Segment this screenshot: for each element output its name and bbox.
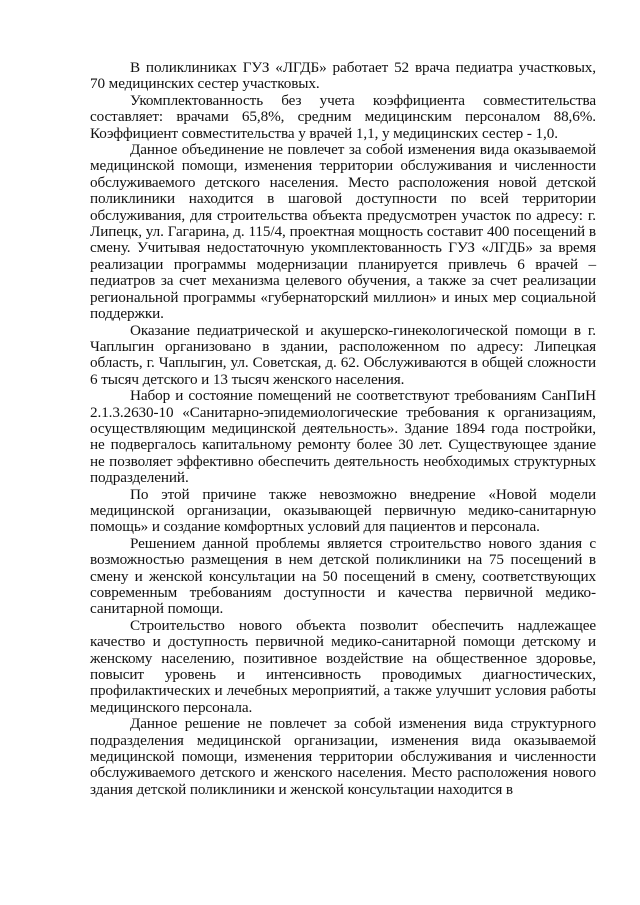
paragraph-building-condition: Набор и состояние помещений не соответствуют требованиям СанПиН 2.1.3.2630-10 «Санитарно-эпидемиологические требования к организациям, осуществляющим медицинской деятельность». Здание 1894 года постройки, не подвергалось капитальному ремонту более 30 лет. Существующее здание не позволяет эффективно обеспечить деятельность необходимых структурных подразделений. (90, 387, 596, 487)
paragraph-staffing: В поликлиниках ГУЗ «ЛГДБ» работает 52 врача педиатра участковых, 70 медицинских сестер участковых. (90, 59, 596, 93)
paragraph-new-model: По этой причине также невозможно внедрение «Новой модели медицинской организации, оказывающей первичную медико-санитарную помощь» и создание комфортных условий для пациентов и персонала. (90, 485, 596, 536)
paragraph-merger: Данное объединение не повлечет за собой изменения вида оказываемой медицинской помощи, изменения территории обслуживания и численности обслуживаемого детского населения. Место расположения новой детской поликлиники находится в шаговой доступности по всей территории обслуживания, для строительства объекта предусмотрен участок по адресу: г. Липецк, ул. Гагарина, д. 115/4, проектная мощность составит 400 посещений в смену. Учитывая недостаточную укомплектованность ГУЗ «ЛГДБ» за время реализации программы модернизации планируется привлечь 6 врачей – педиатров за счет механизма целевого обучения, а также за счет реализации региональной программы «губернаторский миллион» и иных мер социальной поддержки. (90, 141, 596, 323)
paragraph-benefits: Строительство нового объекта позволит обеспечить надлежащее качество и доступность первичной медико-санитарной помощи детскому и женскому населению, позитивное воздействие на общественное здоровье, повысит уровень и интенсивность проводимых диагностических, профилактических и лечебных мероприятий, а также улучшит условия работы медицинского персонала. (90, 616, 596, 716)
paragraph-staffing-rate: Укомплектованность без учета коэффициента совместительства составляет: врачами 65,8%, средним медицинским персоналом 88,6%. Коэффициент совместительства у врачей 1,1, у медицинских сестер - 1,0. (90, 91, 596, 142)
paragraph-chaplygin: Оказание педиатрической и акушерско-гинекологической помощи в г. Чаплыгин организовано в здании, расположенном по адресу: Липецкая область, г. Чаплыгин, ул. Советская, д. 62. Обслуживаются в общей сложности 6 тысяч детского и 13 тысяч женского населения. (90, 321, 596, 388)
paragraph-decision: Данное решение не повлечет за собой изменения вида структурного подразделения медицинской организации, изменения вида оказываемой медицинской помощи, изменения территории обслуживания и численности обслуживаемого детского и женского населения. Место расположения нового здания детской поликлиники и женской консультации находится в (90, 715, 596, 798)
paragraph-solution: Решением данной проблемы является строительство нового здания с возможностью размещения в нем детской поликлиники на 75 посещений в смену и женской консультации на 50 посещений в смену, соответствующих современным требованиям доступности и качества первичной медико-санитарной помощи. (90, 534, 596, 618)
